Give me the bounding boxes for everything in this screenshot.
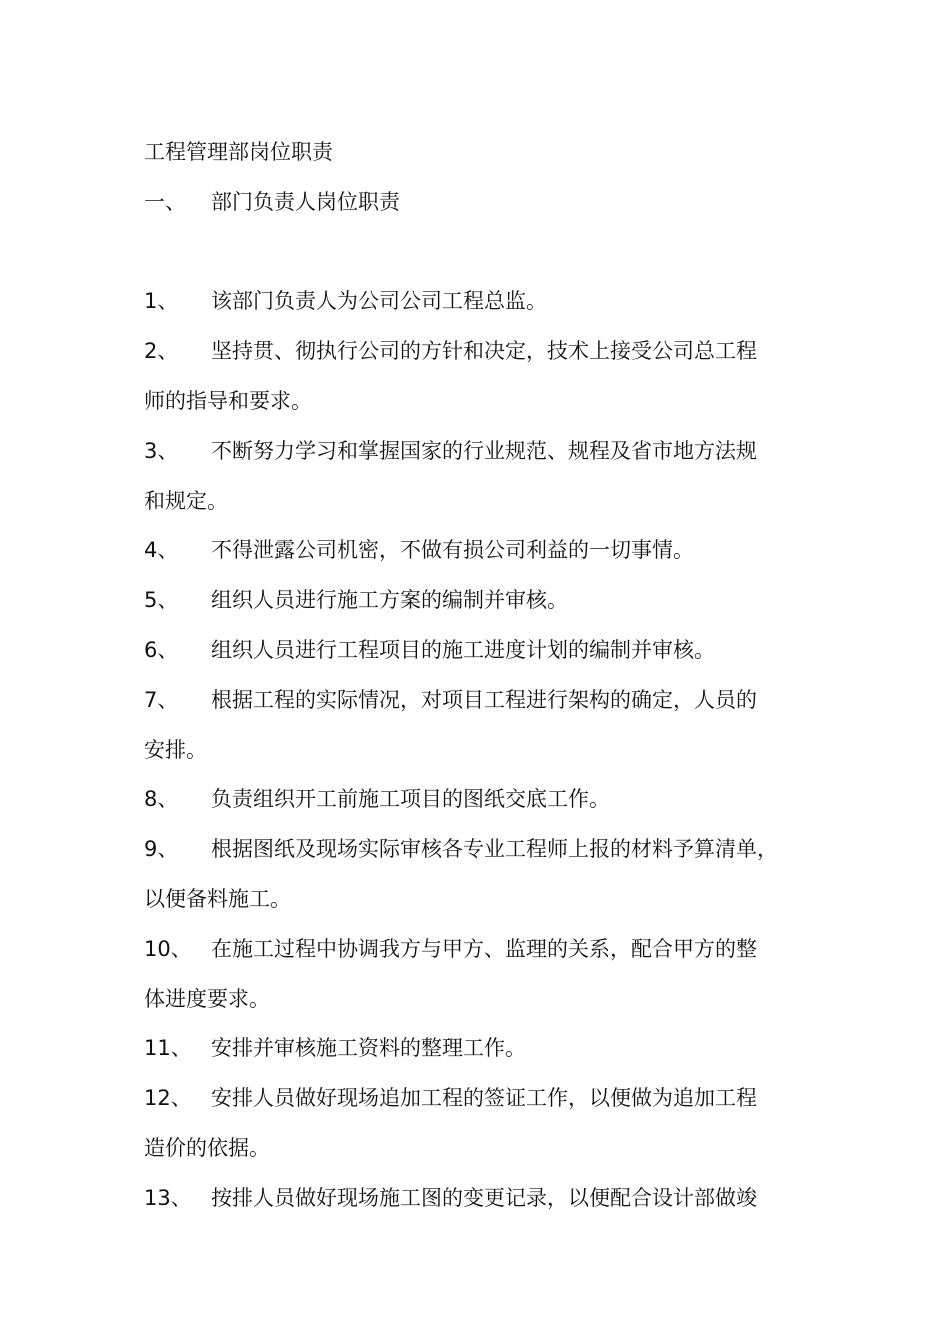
list-item: [144, 277, 844, 327]
item-text: 安排人员做好现场追加工程的签证工作，以便做为追加工程: [211, 1086, 757, 1111]
item-number: 8、: [144, 787, 179, 812]
item-number: 4、: [144, 538, 179, 563]
item-number: 11、: [144, 1036, 192, 1061]
list-item: [144, 327, 844, 377]
list-item-continuation: [144, 477, 844, 527]
blank-line: [144, 228, 844, 278]
list-item: [144, 576, 844, 626]
item-text: 体进度要求。: [144, 986, 270, 1011]
item-number: 3、: [144, 438, 179, 463]
document-body: [144, 128, 844, 1224]
section-number: 一、: [144, 189, 186, 214]
item-text: 负责组织开工前施工项目的图纸交底工作。: [211, 787, 610, 812]
item-number: 2、: [144, 339, 179, 364]
item-text: 坚持贯、彻执行公司的方针和决定，技术上接受公司总工程: [211, 339, 757, 364]
list-item-continuation: [144, 975, 844, 1025]
item-text: 和规定。: [144, 488, 228, 513]
item-number: 1、: [144, 289, 179, 314]
list-item: [144, 1074, 844, 1124]
list-item-continuation: [144, 875, 844, 925]
item-text: 不得泄露公司机密，不做有损公司利益的一切事情。: [211, 538, 694, 563]
list-item: [144, 626, 844, 676]
list-item: [144, 676, 844, 726]
item-number: 12、: [144, 1086, 192, 1111]
item-text: 以便备料施工。: [144, 886, 291, 911]
item-number: 13、: [144, 1185, 192, 1210]
section-heading-text: 部门负责人岗位职责: [211, 189, 400, 214]
list-item: [144, 1174, 844, 1224]
list-item-continuation: [144, 726, 844, 776]
item-text: 根据图纸及现场实际审核各专业工程师上报的材料予算清单，: [211, 837, 778, 862]
item-text: 组织人员进行施工方案的编制并审核。: [211, 588, 568, 613]
item-text: 造价的依据。: [144, 1135, 270, 1160]
item-number: 7、: [144, 687, 179, 712]
item-text: 师的指导和要求。: [144, 388, 312, 413]
item-number: 5、: [144, 588, 179, 613]
item-text: 安排。: [144, 737, 207, 762]
list-item: [144, 526, 844, 576]
item-text: 安排并审核施工资料的整理工作。: [211, 1036, 526, 1061]
item-text: 根据工程的实际情况，对项目工程进行架构的确定，人员的: [211, 687, 757, 712]
list-item: [144, 1024, 844, 1074]
item-text: 在施工过程中协调我方与甲方、监理的关系，配合甲方的整: [211, 936, 757, 961]
list-item-continuation: [144, 1124, 844, 1174]
list-item-continuation: [144, 377, 844, 427]
document-title: 工程管理部岗位职责: [144, 140, 333, 164]
item-number: 10、: [144, 936, 192, 961]
item-text: 按排人员做好现场施工图的变更记录，以便配合设计部做竣: [211, 1185, 757, 1210]
list-item: [144, 925, 844, 975]
item-number: 6、: [144, 637, 179, 662]
item-text: 组织人员进行工程项目的施工进度计划的编制并审核。: [211, 637, 715, 662]
section-heading: [144, 178, 844, 228]
item-text: 该部门负责人为公司公司工程总监。: [211, 289, 547, 314]
item-number: 9、: [144, 837, 179, 862]
list-item: [144, 775, 844, 825]
list-item: [144, 825, 844, 875]
list-item: [144, 427, 844, 477]
item-text: 不断努力学习和掌握国家的行业规范、规程及省市地方法规: [211, 438, 757, 463]
